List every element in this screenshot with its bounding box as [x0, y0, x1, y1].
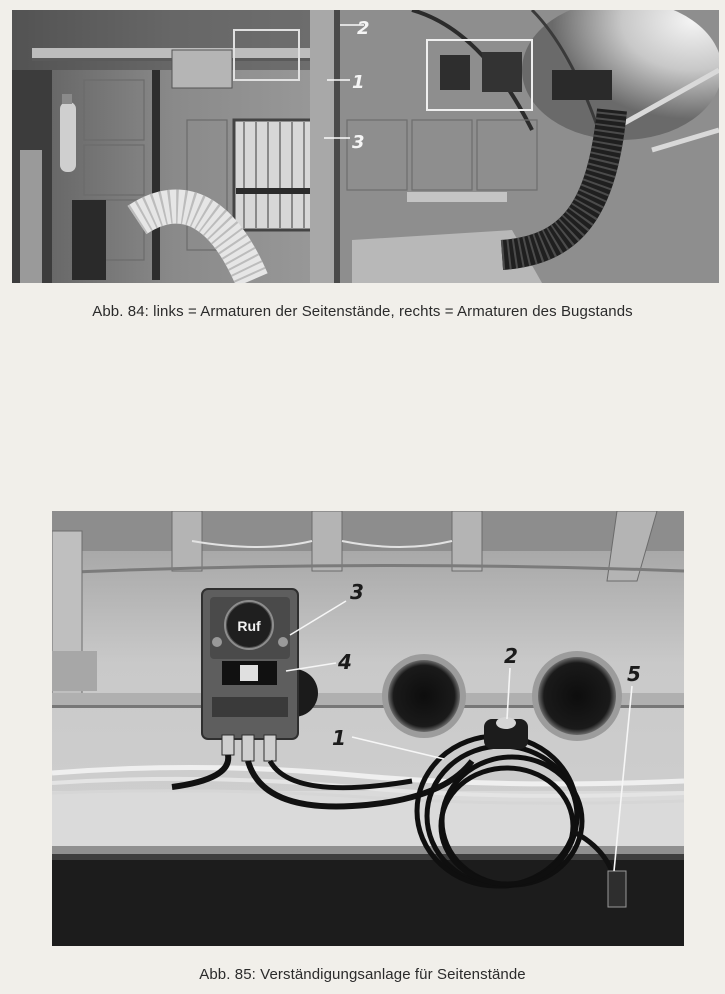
ruf-label: Ruf	[237, 618, 261, 634]
fig85-callout-1: 1	[332, 726, 346, 750]
figure-85-photo	[52, 511, 684, 946]
fig85-callout-4: 4	[338, 650, 352, 674]
figure-84-photo	[12, 10, 719, 283]
fig85-callout-3: 3	[350, 580, 364, 604]
fig84-callout-1: 1	[352, 72, 365, 93]
fig84-callout-3: 3	[352, 132, 365, 153]
fig85-callout-5: 5	[627, 662, 641, 686]
fig85-callout-2: 2	[504, 644, 518, 668]
figure-85-caption: Abb. 85: Verständigungsanlage für Seitenstände	[199, 966, 526, 983]
fig84-callout-2: 2	[357, 18, 370, 39]
figure-84-caption: Abb. 84: links = Armaturen der Seitenstände, rechts = Armaturen des Bugstands	[92, 303, 633, 320]
